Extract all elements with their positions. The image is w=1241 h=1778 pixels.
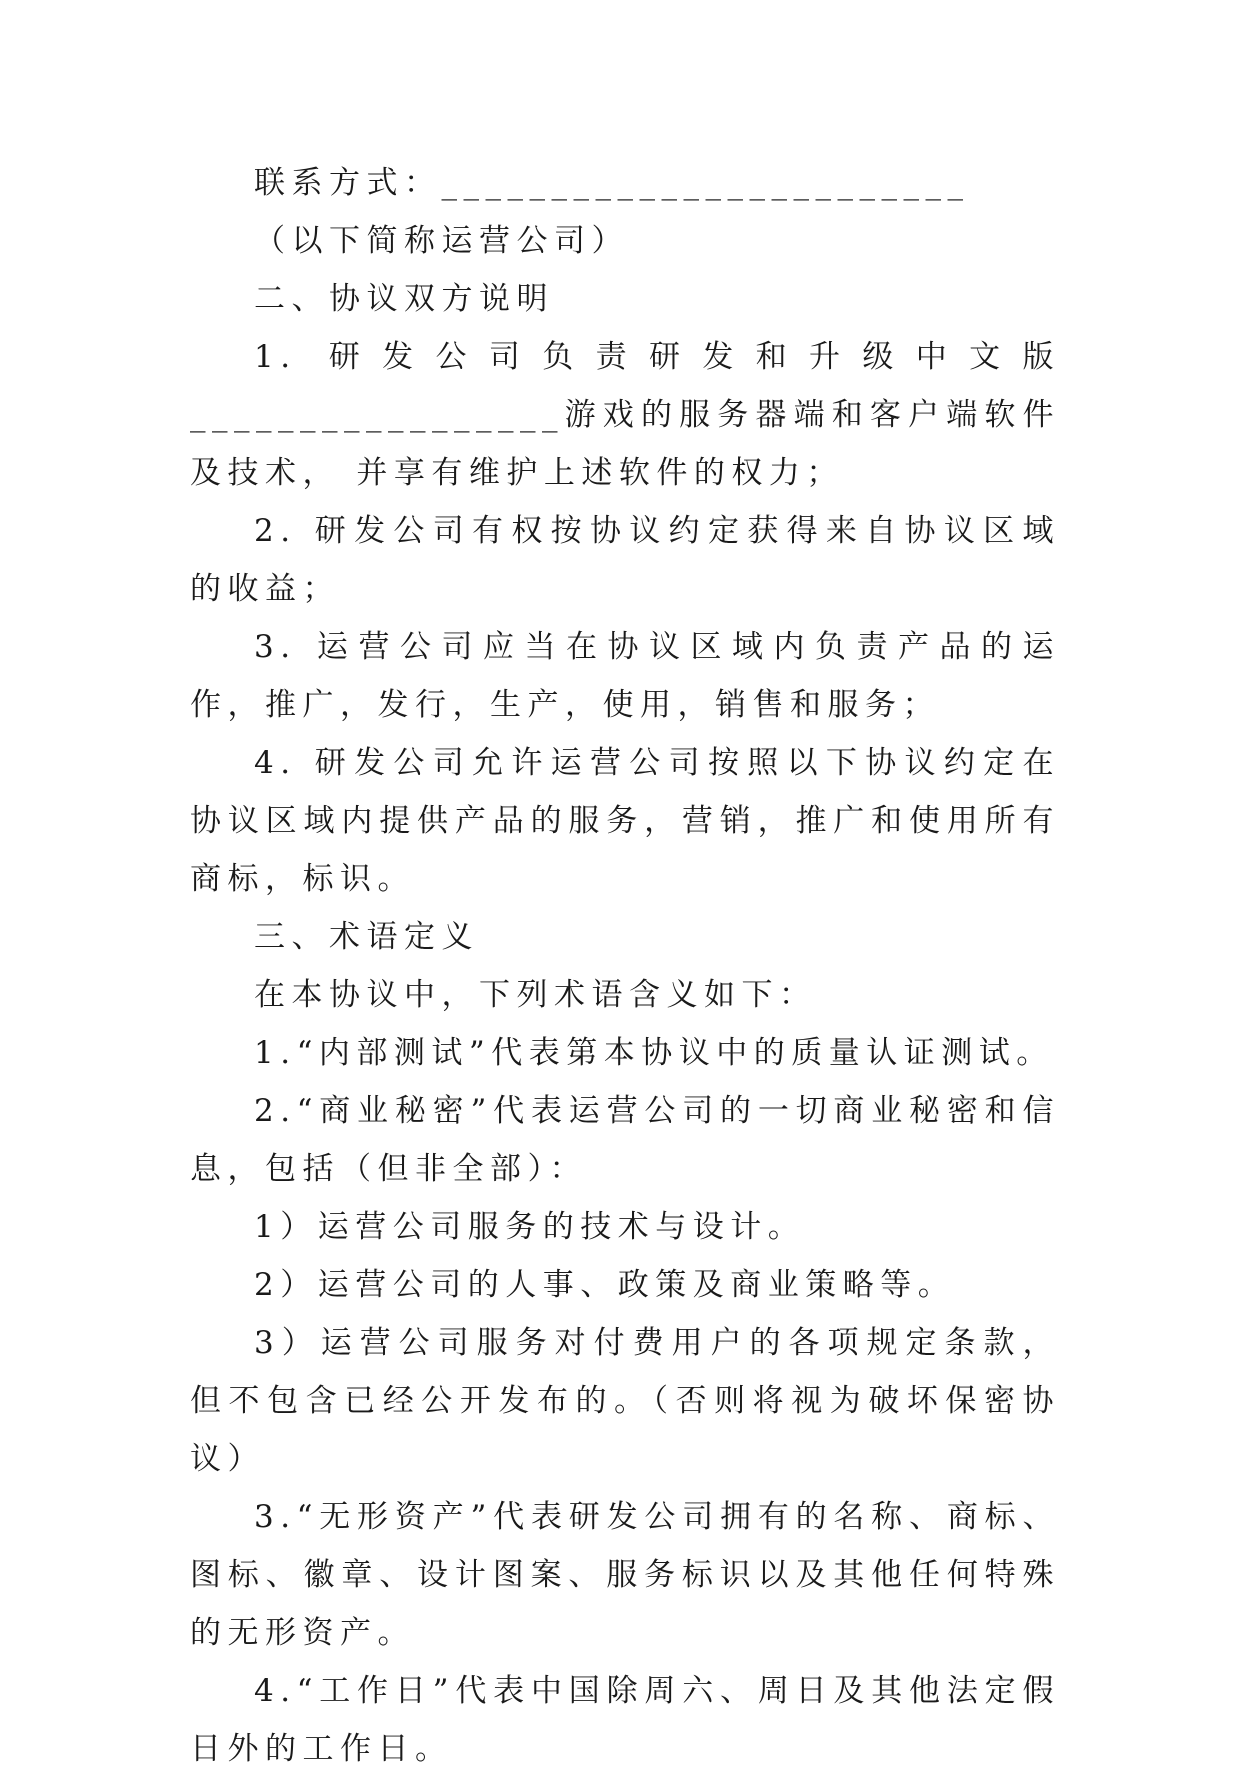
operator-alias-note: （以下简称运营公司）	[254, 223, 629, 259]
definition-intangible-assets: 3.“无形资产”代表研发公司拥有的名称、商标、图标、徽章、设计图案、服务标识以及其他任何特殊的无形资产。	[190, 1499, 1060, 1651]
trade-secret-item-1: 1）运营公司服务的技术与设计。	[254, 1209, 806, 1245]
trade-secret-item-3: 3）运营公司服务对付费用户的各项规定条款，但不包含已经公开发布的。（否则将视为破坏保密协议）	[190, 1325, 1060, 1477]
definition-internal-test: 1.“内部测试”代表第本协议中的质量认证测试。	[254, 1035, 1054, 1071]
definition-working-day: 4.“工作日”代表中国除周六、周日及其他法定假日外的工作日。	[190, 1673, 1060, 1767]
parties-clause-2: 2. 研发公司有权按协议约定获得来自协议区域的收益；	[190, 513, 1060, 607]
parties-clause-4: 4. 研发公司允许运营公司按照以下协议约定在协议区域内提供产品的服务，营销，推广和使用所有商标，标识。	[190, 745, 1060, 897]
contact-line: 联系方式：________________________	[254, 165, 970, 201]
trade-secret-item-2: 2）运营公司的人事、政策及商业策略等。	[254, 1267, 956, 1303]
document-body	[190, 154, 1060, 1778]
parties-clause-3: 3. 运营公司应当在协议区域内负责产品的运作，推广，发行，生产，使用，销售和服务；	[190, 629, 1060, 723]
definitions-intro: 在本协议中，下列术语含义如下：	[254, 977, 817, 1013]
section-heading-definitions: 三、术语定义	[254, 919, 479, 955]
parties-clause-1: 1. 研发公司负责研发和升级中文版_________________游戏的服务器端和客户端软件及技术， 并享有维护上述软件的权力；	[190, 339, 1060, 491]
definition-trade-secret: 2.“商业秘密”代表运营公司的一切商业秘密和信息，包括（但非全部）：	[190, 1093, 1060, 1187]
section-heading-parties: 二、协议双方说明	[254, 281, 554, 317]
